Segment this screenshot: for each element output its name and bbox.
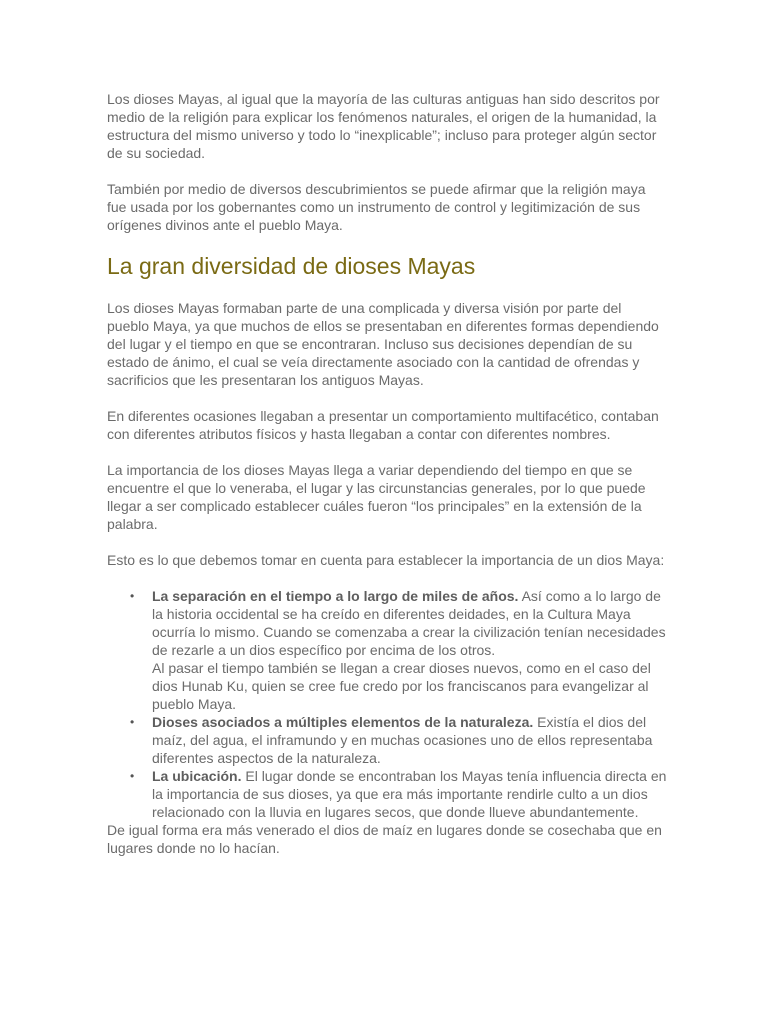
section-paragraph-3: La importancia de los dioses Mayas llega a variar dependiendo del tiempo en que se encuentre el que lo veneraba, el lugar y las circunstancias generales, por lo que puede llegar a ser complicado establecer cuáles fueron “los principales” en la extensión de la palabra.: [107, 462, 646, 532]
list-item-title: La separación en el tiempo a lo largo de miles de años.: [152, 588, 519, 604]
list-item-text: El lugar donde se encontraban los Mayas tenía influencia directa en la importancia de sus dioses, ya que era más importante rendirle culto a un dios relacionado con la lluvia en lugares secos, que donde llueve abundantemente.: [152, 768, 667, 820]
intro-paragraph-2: También por medio de diversos descubrimientos se puede afirmar que la religión maya fue usada por los gobernantes como un instrumento de control y legitimización de sus orígenes divinos ante el pueblo Maya.: [107, 181, 646, 233]
bullet-icon: •: [130, 589, 135, 603]
section-paragraph-2: En diferentes ocasiones llegaban a presentar un comportamiento multifacético, contaban con diferentes atributos físicos y hasta llegaban a contar con diferentes nombres.: [107, 408, 659, 442]
section-paragraph-4: Esto es lo que debemos tomar en cuenta para establecer la importancia de un dios Maya:: [107, 552, 665, 568]
list-item: [130, 587, 667, 713]
list-item-title: La ubicación.: [152, 768, 242, 784]
document-page: [107, 90, 667, 857]
list-item-title: Dioses asociados a múltiples elementos de la naturaleza.: [152, 714, 534, 730]
section-paragraph-1: Los dioses Mayas formaban parte de una complicada y diversa visión por parte del pueblo Maya, ya que muchos de ellos se presentaban en diferentes formas dependiendo del lugar y el tiempo en que se encontraran. Incluso sus decisiones dependían de su estado de ánimo, el cual se veía directamente asociado con la cantidad de ofrendas y sacrificios que les presentaran los antiguos Mayas.: [107, 300, 659, 388]
bullet-icon: •: [130, 715, 135, 729]
list-item-text: Existía el dios del maíz, del agua, el inframundo y en muchas ocasiones uno de ellos representaba diferentes aspectos de la naturaleza.: [152, 714, 653, 766]
list-item-text-continued: Al pasar el tiempo también se llegan a crear dioses nuevos, como en el caso del dios Hunab Ku, quien se cree fue credo por los franciscanos para evangelizar al pueblo Maya.: [152, 660, 651, 712]
section-heading: La gran diversidad de dioses Mayas: [107, 253, 476, 279]
list-item: [130, 713, 667, 767]
list-item: [130, 767, 667, 821]
closing-paragraph: De igual forma era más venerado el dios de maíz en lugares donde se cosechaba que en lugares donde no lo hacían.: [107, 822, 662, 856]
importance-list: [107, 587, 667, 821]
list-item-text: Así como a lo largo de la historia occidental se ha creído en diferentes deidades, en la Cultura Maya ocurría lo mismo. Cuando se comenzaba a crear la civilización tenían necesidades de rezarle a un dios específico por encima de los otros.: [152, 588, 666, 658]
bullet-icon: •: [130, 769, 135, 783]
intro-paragraph-1: Los dioses Mayas, al igual que la mayoría de las culturas antiguas han sido descritos por medio de la religión para explicar los fenómenos naturales, el origen de la humanidad, la estructura del mismo universo y todo lo “inexplicable”; incluso para proteger algún sector de su sociedad.: [107, 91, 660, 161]
